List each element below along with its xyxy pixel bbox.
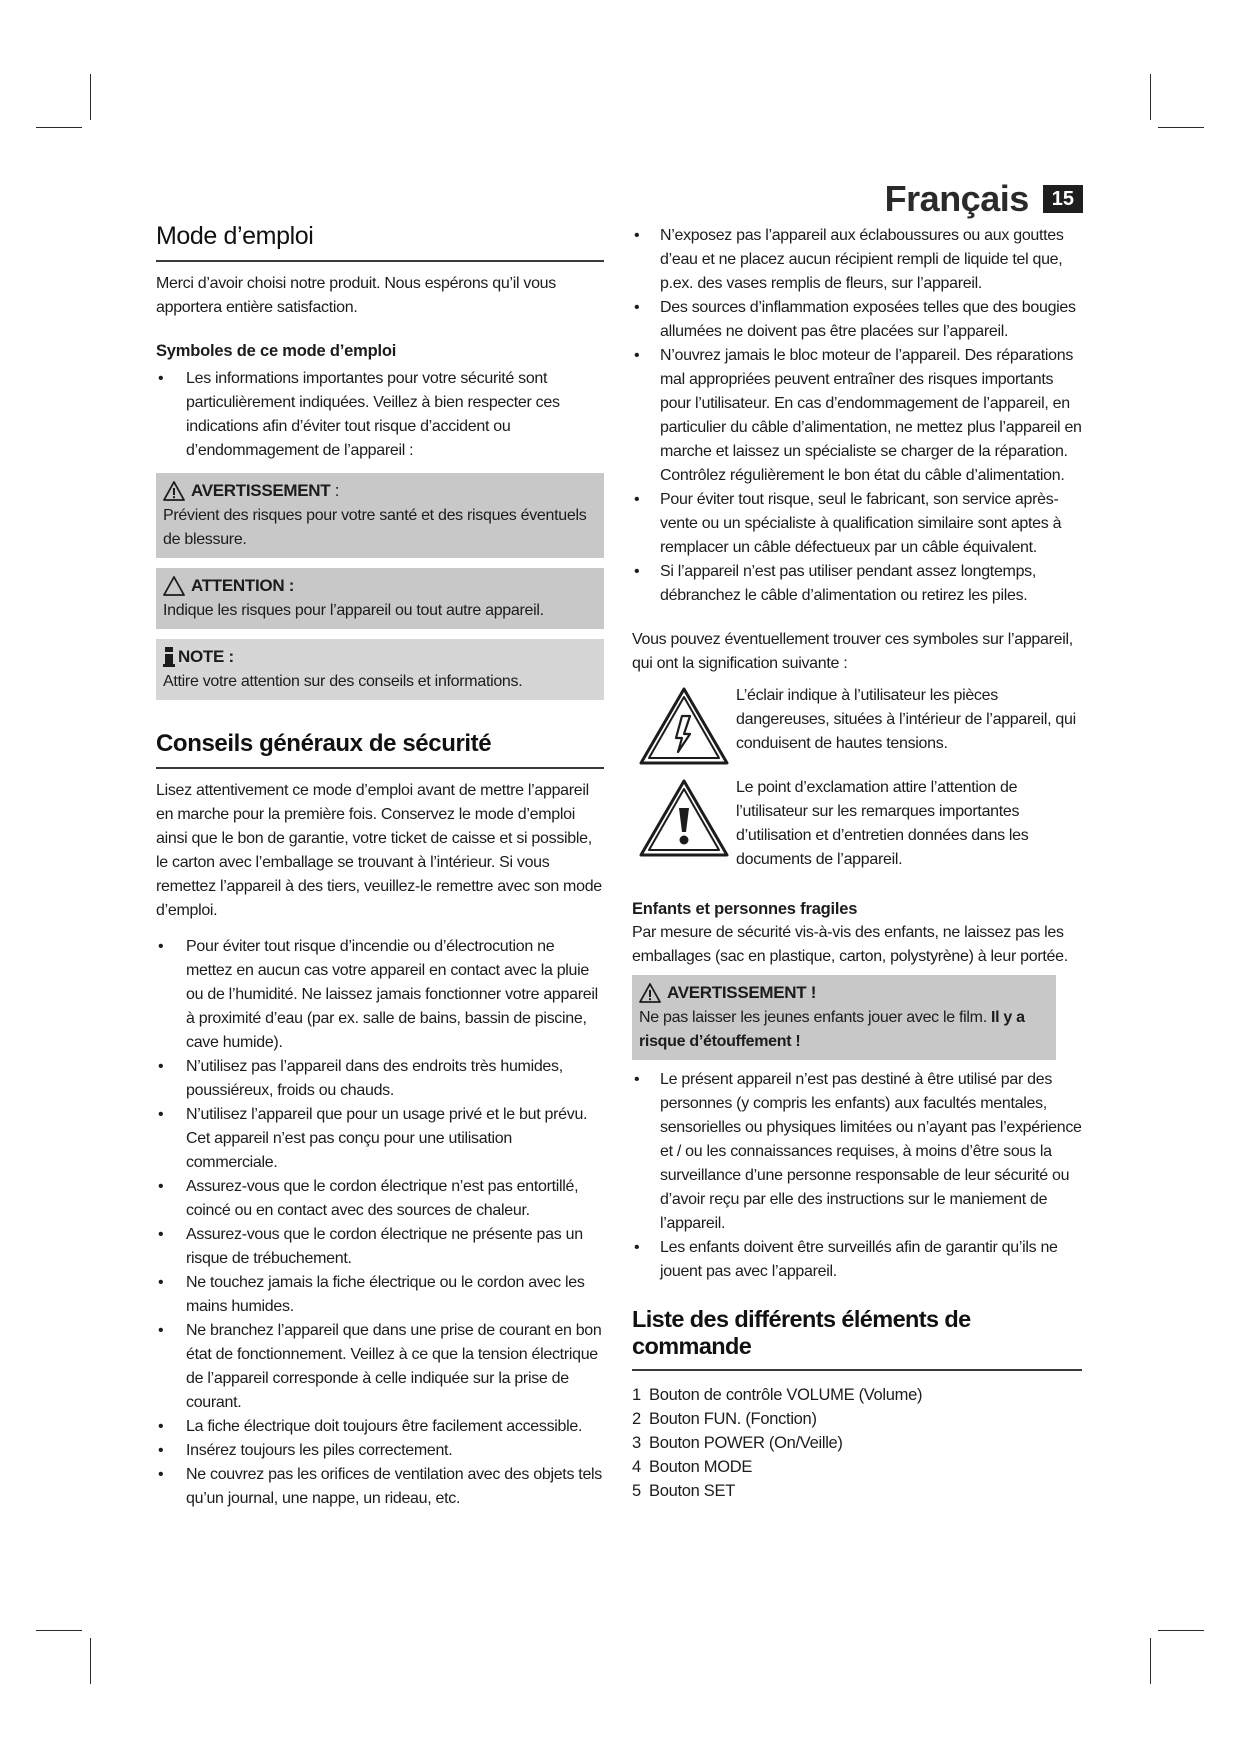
symbols-list xyxy=(156,367,604,463)
intro-text: Merci d’avoir choisi notre produit. Nous espérons qu’il vous apportera entière satisfaction. xyxy=(156,275,556,316)
list-item xyxy=(632,1407,1082,1431)
list-item: • La fiche électrique doit toujours être facilement accessible. xyxy=(156,1415,604,1439)
children-warning-plain: Ne pas laisser les jeunes enfants jouer avec le film. xyxy=(639,1009,991,1026)
list-item: • Ne couvrez pas les orifices de ventilation avec des objets tels qu’un journal, une nappe, un rideau, etc. xyxy=(156,1463,604,1511)
list-item: • Pour éviter tout risque d’incendie ou d’électrocution ne mettez en aucun cas votre appareil en contact avec la pluie ou de l’humidité. Ne laissez jamais fonctionner votre appareil à proximité d’eau (par ex. salle de bains, bassin de piscine, cave humide). xyxy=(156,935,604,1055)
safety-list-continued xyxy=(632,224,1082,608)
right-column xyxy=(632,224,1082,1503)
crop-mark xyxy=(1150,74,1151,120)
crop-mark xyxy=(1158,1630,1204,1631)
list-item: • N’utilisez pas l’appareil dans des endroits très humides, poussiéreux, froids ou chauds. xyxy=(156,1055,604,1103)
list-item xyxy=(632,1479,1082,1503)
item-number: 3 xyxy=(632,1434,641,1452)
list-item: • N’exposez pas l’appareil aux éclaboussures ou aux gouttes d’eau et ne placez aucun récipient rempli de liquide tel que, p.ex. des vases remplis de fleurs, sur l’appareil. xyxy=(632,224,1082,296)
safety-title: Conseils généraux de sécurité xyxy=(156,730,604,769)
symbols-heading: Symboles de ce mode d’emploi xyxy=(156,342,397,360)
safety-list xyxy=(156,935,604,1511)
list-item: • Assurez-vous que le cordon électrique ne présente pas un risque de trébuchement. xyxy=(156,1223,604,1271)
crop-mark xyxy=(36,1630,82,1631)
list-item: • Insérez toujours les piles correctement. xyxy=(156,1439,604,1463)
warning-triangle-icon xyxy=(639,983,661,1003)
children-list xyxy=(632,1068,1082,1284)
exclamation-symbol-row xyxy=(632,776,1082,872)
list-item: • Si l’appareil n’est pas utiliser pendant assez longtemps, débranchez le câble d’alimentation ou retirez les piles. xyxy=(632,560,1082,608)
crop-mark xyxy=(36,127,82,128)
warning-box-title xyxy=(163,478,597,504)
lightning-symbol-row xyxy=(632,684,1082,766)
attention-box-label: ATTENTION : xyxy=(191,576,295,595)
item-number: 4 xyxy=(632,1458,641,1476)
crop-mark xyxy=(1158,127,1204,128)
exclamation-text: Le point d’exclamation attire l’attention de l’utilisateur sur les remarques importantes d’utilisation et d’entretien données dans les documents de l’appareil. xyxy=(736,779,1029,868)
language-title: Français xyxy=(884,178,1029,219)
list-item: • Des sources d’inflammation exposées telles que des bougies allumées ne doivent pas être placées sur l’appareil. xyxy=(632,296,1082,344)
crop-mark xyxy=(1150,1638,1151,1684)
item-label: Bouton MODE xyxy=(649,1458,753,1476)
children-text: Par mesure de sécurité vis-à-vis des enfants, ne laissez pas les emballages (sac en plastique, carton, polystyrène) à leur portée. xyxy=(632,924,1068,965)
item-number: 5 xyxy=(632,1482,641,1500)
crop-mark xyxy=(90,1638,91,1684)
attention-box-text: Indique les risques pour l’appareil ou tout autre appareil. xyxy=(163,602,544,619)
attention-box-title xyxy=(163,573,597,599)
left-column xyxy=(156,222,604,1511)
attention-box xyxy=(156,568,604,629)
children-warning-text xyxy=(639,1006,1049,1054)
language-header xyxy=(885,178,1083,220)
children-warning-title xyxy=(639,980,1049,1006)
item-number: 2 xyxy=(632,1410,641,1428)
warning-box xyxy=(156,473,604,558)
lightning-warning-icon xyxy=(638,686,730,766)
safety-intro: Lisez attentivement ce mode d’emploi avant de mettre l’appareil en marche pour la première fois. Conservez le mode d’emploi ainsi que le bon de garantie, votre ticket de caisse et si possible, le carton avec l’emballage se trouvant à l’intérieur. Si vous remettez l’appareil à des tiers, veuillez-le remettre avec son mode d’emploi. xyxy=(156,782,602,919)
caution-triangle-icon xyxy=(163,576,185,596)
note-box xyxy=(156,639,604,700)
page-number: 15 xyxy=(1043,185,1083,213)
item-number: 1 xyxy=(632,1386,641,1404)
warning-triangle-icon xyxy=(163,481,185,501)
lightning-text: L’éclair indique à l’utilisateur les pièces dangereuses, situées à l’intérieur de l’appareil, qui conduisent de hautes tensions. xyxy=(736,687,1076,752)
note-box-title xyxy=(163,644,597,670)
list-item: • Assurez-vous que le cordon électrique n’est pas entortillé, coincé ou en contact avec des sources de chaleur. xyxy=(156,1175,604,1223)
note-box-label: NOTE : xyxy=(178,647,234,666)
list-item: • N’utilisez l’appareil que pour un usage privé et le but prévu. Cet appareil n’est pas conçu pour une utilisation commerciale. xyxy=(156,1103,604,1175)
list-item: • Ne branchez l’appareil que dans une prise de courant en bon état de fonctionnement. Veillez à ce que la tension électrique de l’appareil corresponde à celle indiquée sur la prise de courant. xyxy=(156,1319,604,1415)
controls-title: Liste des différents éléments de commande xyxy=(632,1306,1082,1371)
crop-mark xyxy=(90,74,91,120)
list-item xyxy=(632,1431,1082,1455)
mode-title: Mode d’emploi xyxy=(156,222,604,262)
list-item: • Pour éviter tout risque, seul le fabricant, son service après-vente ou un spécialiste à qualification similaire sont aptes à remplacer un câble défectueux par un câble équivalent. xyxy=(632,488,1082,560)
item-label: Bouton POWER (On/Veille) xyxy=(649,1434,843,1452)
exclamation-warning-icon xyxy=(638,778,730,858)
list-item: • Ne touchez jamais la fiche électrique ou le cordon avec les mains humides. xyxy=(156,1271,604,1319)
item-label: Bouton FUN. (Fonction) xyxy=(649,1410,817,1428)
warning-box-label: AVERTISSEMENT xyxy=(191,481,331,500)
note-box-text: Attire votre attention sur des conseils et informations. xyxy=(163,673,523,690)
symbols-intro: Vous pouvez éventuellement trouver ces symboles sur l’appareil, qui ont la signification suivante : xyxy=(632,631,1073,672)
list-item: • Le présent appareil n’est pas destiné à être utilisé par des personnes (y compris les enfants) aux facultés mentales, sensorielles ou physiques limitées ou n’ayant pas l’expérience et / ou les connaissances requises, à moins d’être sous la surveillance d’une personne responsable de leur sécurité ou d’avoir reçu par elle des instructions sur le maniement de l’appareil. xyxy=(632,1068,1082,1236)
list-item: • N’ouvrez jamais le bloc moteur de l’appareil. Des réparations mal appropriées peuvent entraîner des risques importants pour l’utilisateur. En cas d’endommagement de l’appareil, en particulier du câble d’alimentation, ne mettez plus l’appareil en marche et laissez un spécialiste se charger de la réparation. Contrôlez régulièrement le bon état du câble d’alimentation. xyxy=(632,344,1082,488)
children-heading: Enfants et personnes fragiles xyxy=(632,900,858,918)
item-label: Bouton de contrôle VOLUME (Volume) xyxy=(649,1386,923,1404)
info-icon xyxy=(163,647,175,667)
children-warning-label: AVERTISSEMENT ! xyxy=(667,983,817,1002)
children-warning-bold: Il y a risque d’étouffement ! xyxy=(639,1009,1025,1050)
controls-list xyxy=(632,1383,1082,1503)
warning-box-colon: : xyxy=(330,481,340,500)
list-item xyxy=(632,1383,1082,1407)
item-label: Bouton SET xyxy=(649,1482,735,1500)
list-item: • Les informations importantes pour votre sécurité sont particulièrement indiquées. Veillez à bien respecter ces indications afin d’éviter tout risque d’accident ou d’endommagement de l’appareil : xyxy=(156,367,604,463)
warning-box-text: Prévient des risques pour votre santé et des risques éventuels de blessure. xyxy=(163,507,587,548)
list-item xyxy=(632,1455,1082,1479)
children-warning-box xyxy=(632,975,1056,1060)
list-item: • Les enfants doivent être surveillés afin de garantir qu’ils ne jouent pas avec l’appareil. xyxy=(632,1236,1082,1284)
